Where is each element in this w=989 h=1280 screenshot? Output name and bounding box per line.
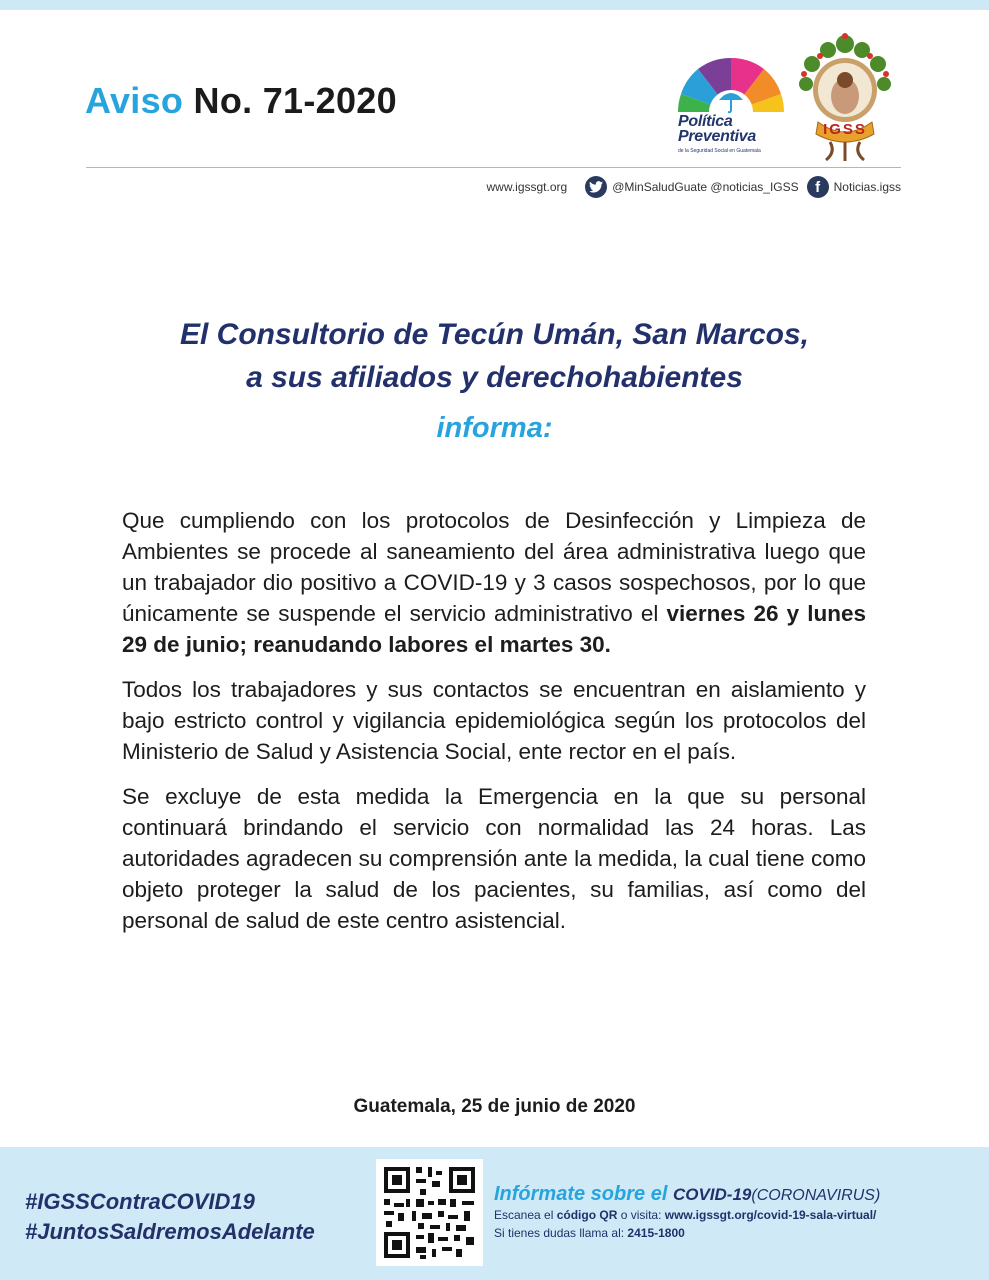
politica-preventiva-wordmark: Política Preventiva bbox=[678, 113, 756, 145]
facebook-icon: f bbox=[807, 176, 829, 198]
twitter-icon bbox=[585, 176, 607, 198]
hotline-info: Si tienes dudas llama al: 2415-1800 bbox=[494, 1226, 685, 1240]
igss-tree-seal-icon bbox=[790, 30, 900, 162]
qr-code-icon bbox=[376, 1159, 483, 1266]
aviso-word: Aviso bbox=[85, 80, 184, 121]
social-links-row bbox=[486, 176, 901, 198]
body-paragraph-1: Que cumpliendo con los protocolos de Desinfección y Limpieza de Ambientes se procede al saneamiento del área administrativa luego que un trabajador dio positivo a COVID-19 y 3 casos sospechosos, por lo que únicamente se suspende el servicio administrativo el viernes 26 y lunes 29 de junio; reanudando labores el martes 30. bbox=[122, 508, 866, 657]
notice-title bbox=[85, 80, 397, 122]
top-accent-bar bbox=[0, 0, 989, 10]
footer-hashtags bbox=[25, 1187, 315, 1247]
hashtag-juntos[interactable]: #JuntosSaldremosAdelante bbox=[25, 1219, 315, 1244]
body-paragraph-3: Se excluye de esta medida la Emergencia en la que su personal continuará brindando el servicio con normalidad las 24 horas. Las autoridades agradecen su comprensión ante la medida, la cual tiene como objeto proteger la salud de los pacientes, su familias, así como del personal de salud de este centro asistencial. bbox=[122, 784, 866, 933]
scan-instructions: Escanea el código QR o visita: www.igssgt.org/covid-19-sala-virtual/ bbox=[494, 1208, 877, 1222]
footer-banner bbox=[0, 1147, 989, 1280]
politica-preventiva-logo bbox=[676, 50, 786, 160]
aviso-number: No. 71-2020 bbox=[193, 80, 397, 121]
facebook-handle[interactable]: Noticias.igss bbox=[833, 180, 901, 194]
hotline-number[interactable]: 2415-1800 bbox=[627, 1226, 685, 1240]
twitter-handles[interactable]: @MinSaludGuate @noticias_IGSS bbox=[612, 180, 799, 194]
covid-info bbox=[494, 1183, 880, 1242]
hashtag-igss[interactable]: #IGSSContraCOVID19 bbox=[25, 1189, 255, 1214]
igss-logo bbox=[790, 30, 900, 162]
headline-line-2: a sus afiliados y derechohabientes bbox=[246, 361, 743, 394]
website-link[interactable]: www.igssgt.org bbox=[486, 180, 568, 194]
header-divider bbox=[86, 167, 901, 168]
suspension-dates: viernes 26 y lunes 29 de junio; reanudando labores el martes 30. bbox=[122, 601, 866, 657]
qr-code[interactable] bbox=[376, 1159, 483, 1266]
covid-info-title: Infórmate sobre el COVID-19(CORONAVIRUS) bbox=[494, 1183, 881, 1205]
body-paragraph-2: Todos los trabajadores y sus contactos se encuentran en aislamiento y bajo estricto control y vigilancia epidemiológica según los protocolos del Ministerio de Salud y Asistencia Social, ente rector en el país. bbox=[122, 677, 866, 764]
notice-body bbox=[122, 505, 866, 950]
informa-label: informa: bbox=[436, 412, 553, 444]
sala-virtual-link[interactable]: www.igssgt.org/covid-19-sala-virtual/ bbox=[664, 1208, 877, 1222]
headline-line-1: El Consultorio de Tecún Umán, San Marcos, bbox=[180, 318, 809, 351]
politica-preventiva-subtitle: de la Seguridad Social en Guatemala bbox=[678, 148, 761, 154]
notice-date: Guatemala, 25 de junio de 2020 bbox=[353, 1096, 636, 1117]
igss-logo-label: IGSS bbox=[823, 121, 867, 138]
